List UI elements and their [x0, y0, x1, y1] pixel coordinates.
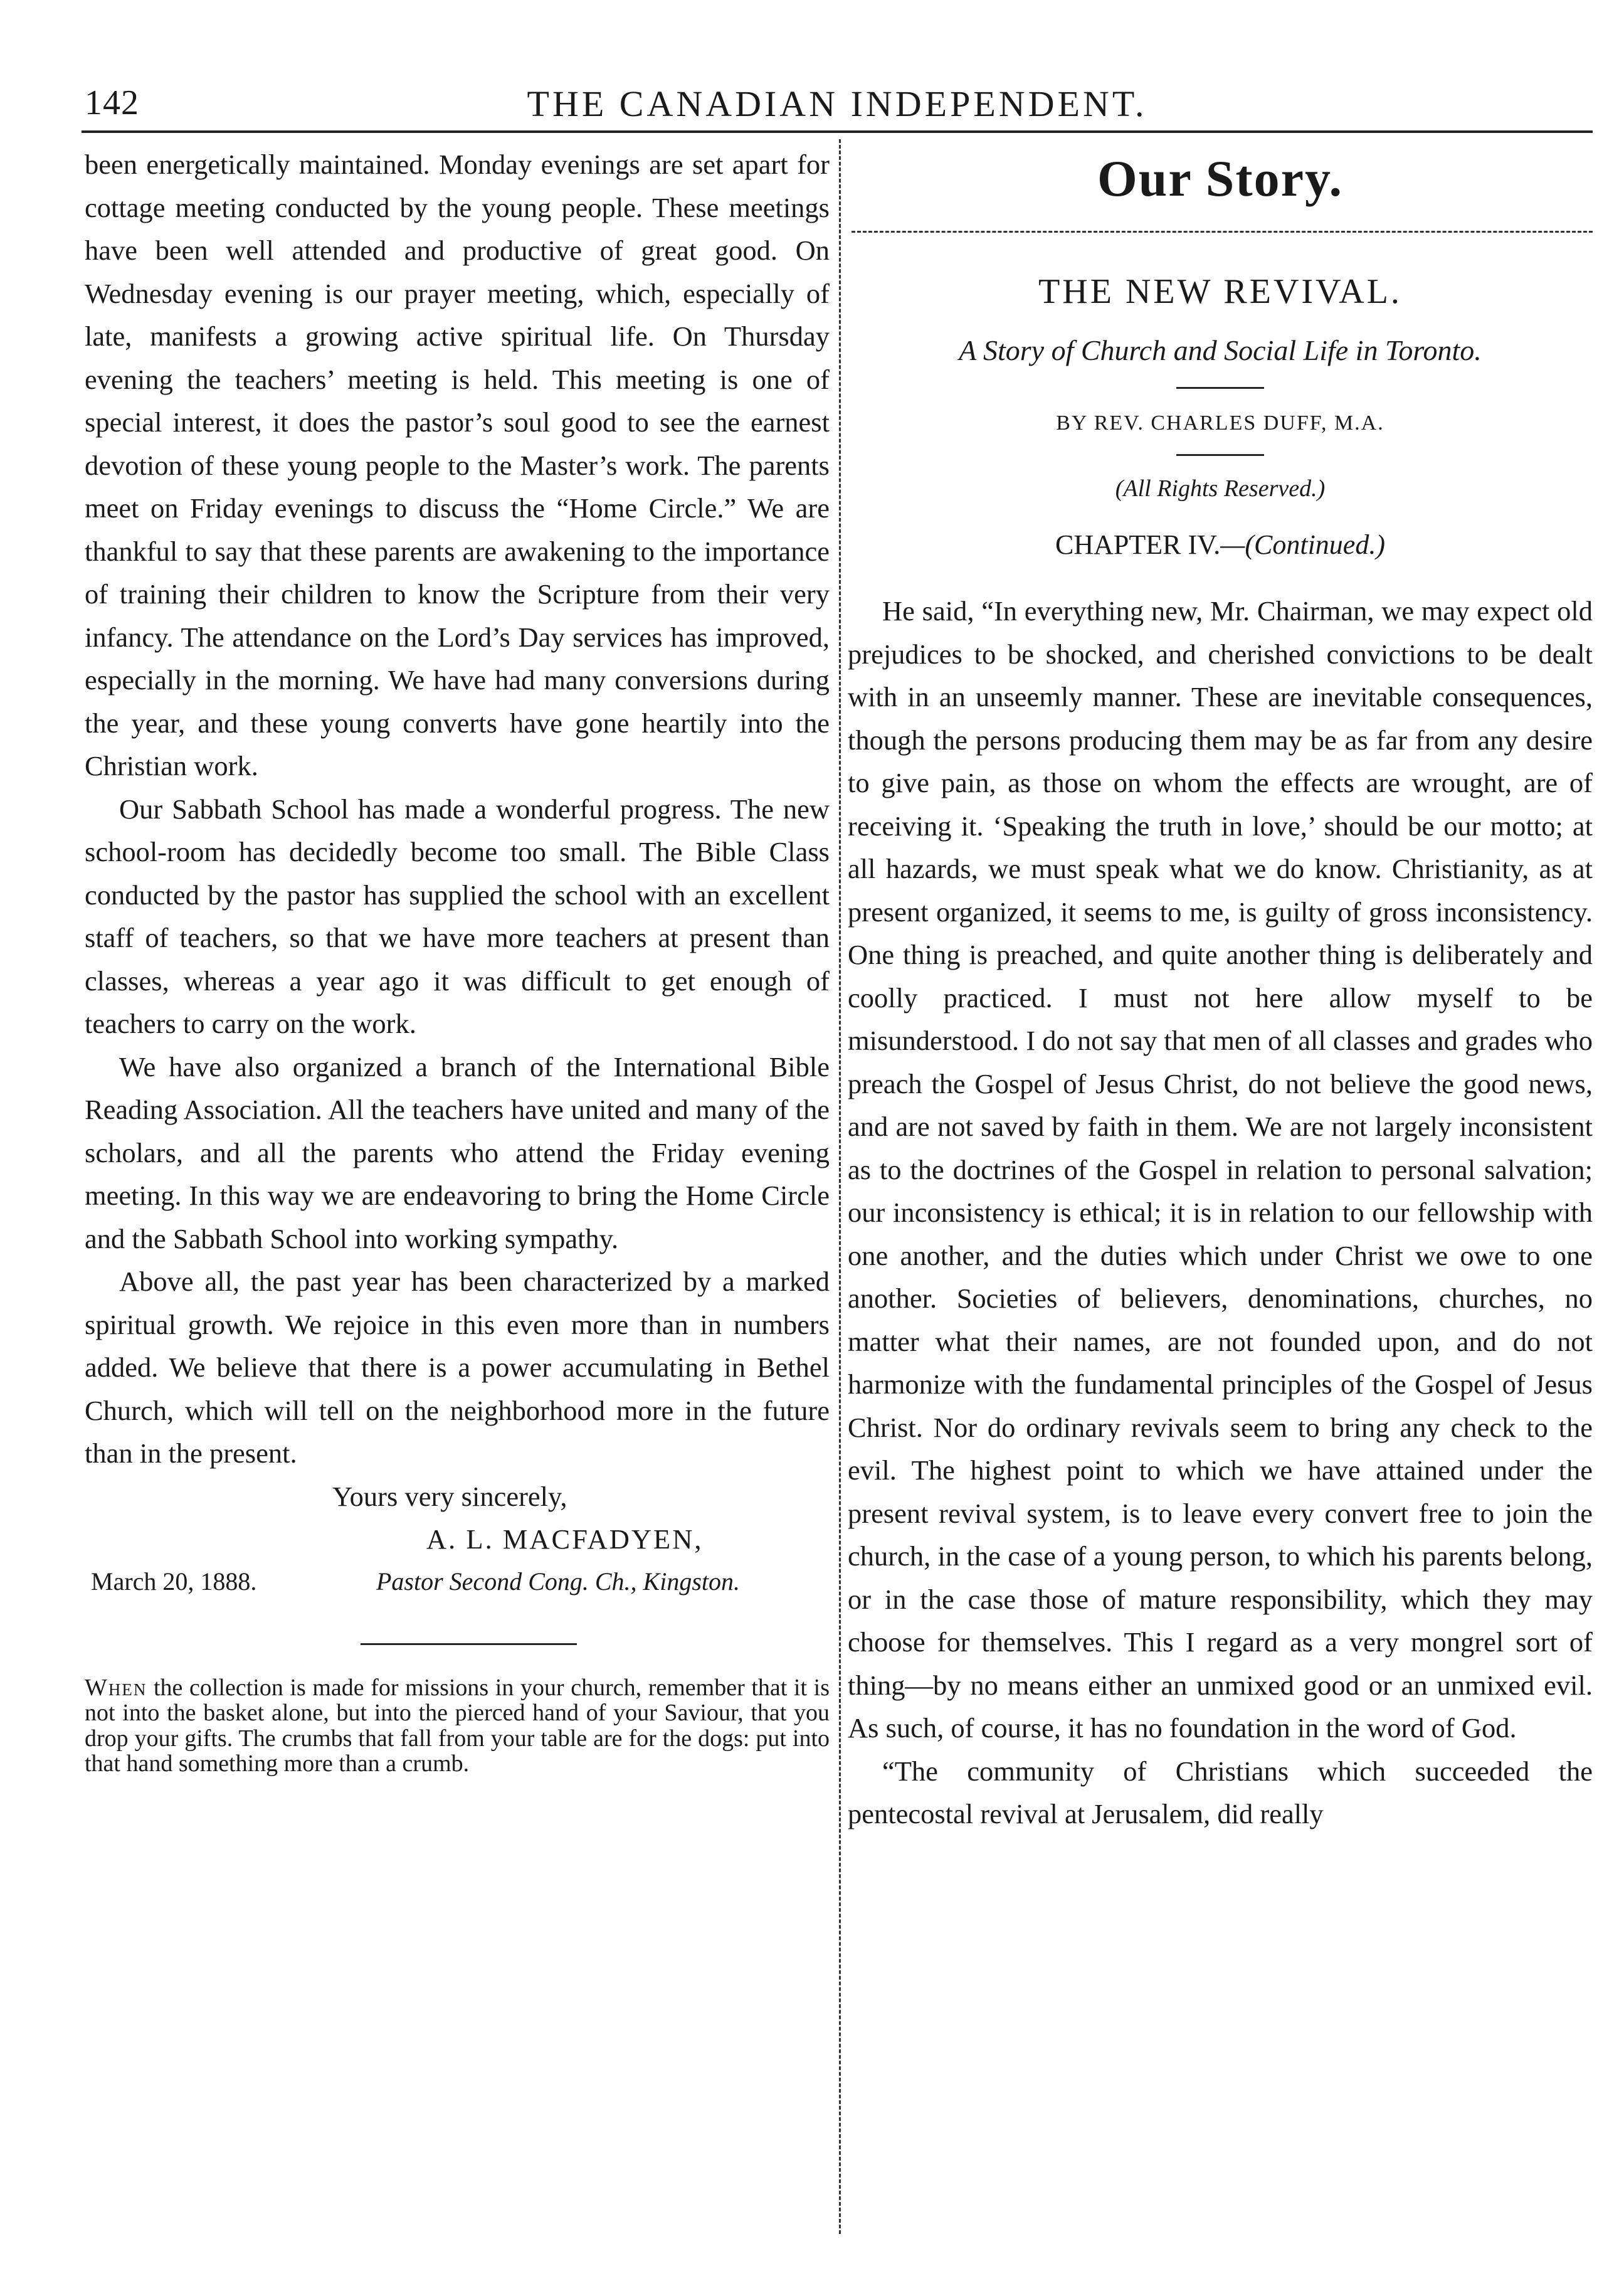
chapter-number: CHAPTER IV.	[1055, 529, 1221, 560]
chapter-heading	[848, 529, 1593, 561]
story-author: BY REV. CHARLES DUFF, M.A.	[1056, 411, 1384, 435]
note-text: the collection is made for missions in your church, remember that it is not into the basket alone, but into the pierced hand of your Saviour, that you drop your gifts. The crumbs that fall from your table are for the dogs: put into that hand something more than a crumb.	[85, 1674, 830, 1777]
missions-note	[85, 1675, 830, 1777]
section-heading: Our Story.	[1097, 150, 1344, 207]
left-paragraph: Above all, the past year has been characterized by a marked spiritual growth. We rejoice in this even more than in numbers added. We believe that there is a power accumulating in Bethel Church, which will tell on the neighborhood more in the future than in the present.	[85, 1266, 830, 1469]
signer-name: A. L. MACFADYEN,	[426, 1523, 704, 1555]
closing-salutation: Yours very sincerely,	[332, 1480, 567, 1512]
left-paragraph: We have also organized a branch of the International Bible Reading Association. All the teachers have united and many of the scholars, and all the parents who attend the Friday evening meeting. In this way we are endeavoring to bring the Home Circle and the Sabbath School into working sympathy.	[85, 1051, 830, 1254]
signer-title: Pastor Second Cong. Ch., Kingston.	[376, 1567, 741, 1596]
page-header	[85, 75, 1590, 125]
note-lead: When	[85, 1674, 147, 1701]
section-rule	[361, 1643, 577, 1645]
letter-closing	[85, 1475, 830, 1607]
heading-rule	[852, 231, 1593, 233]
story-subtitle: A Story of Church and Social Life in Toronto.	[959, 334, 1482, 366]
chapter-continued: —(Continued.)	[1220, 529, 1385, 560]
page-number: 142	[85, 83, 139, 122]
header-rule	[82, 130, 1593, 133]
story-body	[848, 590, 1593, 1836]
left-column	[85, 143, 830, 1777]
short-rule	[1176, 387, 1264, 389]
letter-date: March 20, 1888.	[91, 1567, 257, 1596]
short-rule	[1176, 454, 1264, 456]
right-column	[848, 143, 1593, 1836]
story-paragraph: He said, “In everything new, Mr. Chairman, we may expect old prejudices to be shocked, and cherished convictions to be dealt with in an unseemly manner. These are inevitable consequences, though the persons producing them may be as far from any desire to give pain, as those on whom the effects are wrought, are of receiving it. ‘Speaking the truth in love,’ should be our motto; at all hazards, we must speak what we do know. Christianity, as at present organized, it seems to me, is guilty of gross inconsistency. One thing is preached, and quite another thing is deliberately and coolly practiced. I must not here allow myself to be misunderstood. I do not say that men of all classes and grades who preach the Gospel of Jesus Christ, do not believe the good news, and are not saved by faith in them. We are not largely inconsistent as to the doctrines of the Gospel in relation to personal salvation; our inconsistency is ethical; it is in relation to our fellowship with one another, and the duties which under Christ we owe to one another. Societies of believers, denominations, churches, no matter what their names, are not founded upon, and do not harmonize with the fundamental principles of the Gospel of Jesus Christ. Nor do ordinary revivals seem to bring any check to the evil. The highest point to which we have attained under the present revival system, is to leave every convert free to join the church, in the case of a young person, to which his parents belong, or in the case those of mature responsibility, which they may choose for themselves. This I regard as a very mongrel sort of thing—by no means either an unmixed good or an unmixed evil. As such, of course, it has no foundation in the word of God.	[848, 595, 1593, 1744]
rights-notice: (All Rights Reserved.)	[1115, 475, 1326, 502]
story-title: THE NEW REVIVAL.	[1038, 272, 1402, 311]
left-paragraph: been energetically maintained. Monday evenings are set apart for cottage meeting conducted by the young people. These meetings have been well attended and productive of great good. On Wednesday evening is our prayer meeting, which, especially of late, manifests a growing active spiritual life. On Thursday evening the teachers’ meeting is held. This meeting is one of special interest, it does the pastor’s soul good to see the earnest devotion of these young people to the Master’s work. The parents meet on Friday evenings to discuss the “Home Circle.” We are thankful to say that these parents are awakening to the importance of training their children to know the Scripture from their very infancy. The attendance on the Lord’s Day services has improved, especially in the morning. We have had many conversions during the year, and these young converts have gone heartily into the Christian work.	[85, 149, 830, 781]
left-paragraph: Our Sabbath School has made a wonderful progress. The new school-room has decidedly become too small. The Bible Class conducted by the pastor has supplied the school with an excellent staff of teachers, so that we have more teachers at present than classes, whereas a year ago it was difficult to get enough of teachers to carry on the work.	[85, 793, 830, 1039]
story-paragraph: “The community of Christians which succeeded the pentecostal revival at Jerusalem, did really	[848, 1755, 1593, 1829]
column-divider	[839, 139, 841, 2234]
journal-title: THE CANADIAN INDEPENDENT.	[527, 83, 1147, 124]
